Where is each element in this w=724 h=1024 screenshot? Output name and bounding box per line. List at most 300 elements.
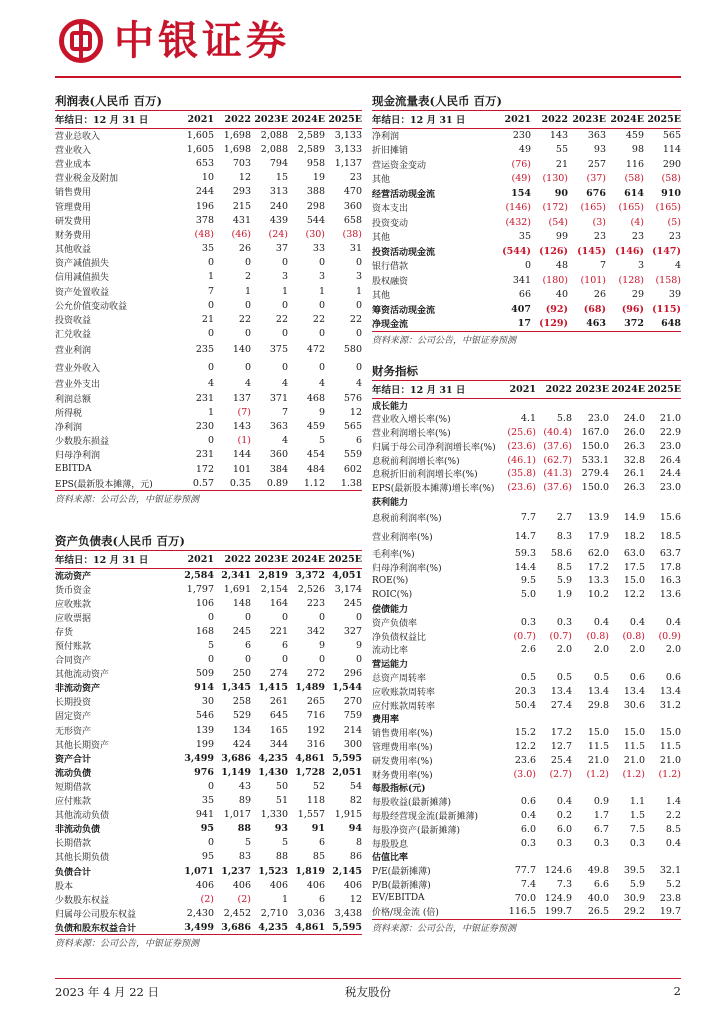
row-label: 应收票据 xyxy=(55,613,92,624)
cell-value: 463 xyxy=(586,318,606,330)
page-number: 2 xyxy=(673,984,681,998)
table-row xyxy=(55,822,362,836)
cell-value: (1) xyxy=(237,435,251,447)
row-label: 净负债权益比 xyxy=(372,632,427,643)
table-row xyxy=(372,671,681,685)
cell-value: (58) xyxy=(624,173,644,185)
row-label: EPS(最新股本摊薄，元) xyxy=(55,479,153,490)
cell-value xyxy=(609,781,645,795)
cell-value xyxy=(536,657,572,671)
cell-value: 296 xyxy=(343,668,362,680)
cell-value: 7.4 xyxy=(520,878,536,890)
cell-value: 91 xyxy=(311,823,325,835)
cell-value: 0 xyxy=(207,299,214,311)
cell-value: 5 xyxy=(207,640,214,652)
cell-value: (62.7) xyxy=(543,454,572,466)
table-row xyxy=(372,657,681,671)
cell-value: 0.4 xyxy=(556,796,572,808)
table-row xyxy=(55,878,362,892)
header-year: 2023E xyxy=(251,551,288,568)
table-row xyxy=(55,405,362,419)
cell-value: 14.9 xyxy=(623,512,645,524)
table-row xyxy=(55,906,362,920)
cell-value: 439 xyxy=(269,214,288,226)
cell-value: 0.5 xyxy=(556,671,572,683)
cell-value: 0 xyxy=(355,611,362,623)
cell-value: (35.8) xyxy=(507,468,536,480)
cell-value: 559 xyxy=(343,449,362,461)
cell-value: 363 xyxy=(269,420,288,432)
cell-value: 150.0 xyxy=(581,440,609,452)
cell-value: 4,861 xyxy=(295,921,325,933)
cell-value: 33 xyxy=(312,243,325,255)
cell-value: 26.5 xyxy=(587,906,609,918)
cell-value: (46.1) xyxy=(507,454,536,466)
table-row xyxy=(372,891,681,905)
cell-value: 52 xyxy=(312,780,325,792)
cell-value: 12.7 xyxy=(550,740,572,752)
cell-value: 1 xyxy=(207,271,214,283)
row-label: 流动负债 xyxy=(55,768,92,779)
row-label: 资产合计 xyxy=(55,754,92,765)
cell-value: 21 xyxy=(201,314,214,326)
table-row xyxy=(372,527,681,546)
table-row xyxy=(55,709,362,723)
cell-value: 18.2 xyxy=(623,531,645,543)
table-row xyxy=(55,667,362,681)
header-label: 年结日：12 月 31 日 xyxy=(372,381,502,398)
table-row xyxy=(372,602,681,616)
cell-value: 66 xyxy=(518,289,531,301)
cell-value: 261 xyxy=(269,696,288,708)
cell-value: (92) xyxy=(545,303,568,315)
cell-value: (37.6) xyxy=(543,440,572,452)
cell-value: 0.3 xyxy=(593,837,609,849)
row-label: 营业总收入 xyxy=(55,131,101,142)
cell-value: 48 xyxy=(555,260,568,272)
cell-value: 23 xyxy=(349,172,362,184)
cell-value: 0.6 xyxy=(665,671,681,683)
cell-value: 3 xyxy=(355,271,362,283)
cell-value: 565 xyxy=(662,130,681,141)
table-row xyxy=(55,156,362,170)
table-row xyxy=(372,398,681,412)
cell-value: 941 xyxy=(195,809,214,821)
cell-value: 363 xyxy=(587,130,606,141)
cell-value: 4 xyxy=(281,378,288,390)
cell-value: 3,036 xyxy=(297,907,325,919)
cell-value: 3,499 xyxy=(184,921,214,933)
cell-value: 0 xyxy=(318,257,325,269)
row-label: 筹资活动现金流 xyxy=(372,305,436,316)
cell-value: 12 xyxy=(238,172,251,184)
cashflow-panel xyxy=(372,92,681,348)
table-row xyxy=(55,610,362,624)
cell-value: (5) xyxy=(667,216,681,228)
cell-value: 230 xyxy=(512,130,531,141)
cell-value: 49 xyxy=(518,144,531,156)
cell-value xyxy=(645,602,681,616)
header-year: 2024E xyxy=(606,111,644,128)
cell-value: 0.4 xyxy=(665,616,681,628)
cell-value: 230 xyxy=(195,420,214,432)
cell-value: 0 xyxy=(244,654,251,666)
cell-value: 6 xyxy=(318,837,325,849)
row-label: 应付账款 xyxy=(55,797,92,808)
cell-value: 0.5 xyxy=(593,671,609,683)
cell-value: 137 xyxy=(232,392,251,404)
cell-value: 223 xyxy=(306,597,325,609)
cell-value: 15.0 xyxy=(659,727,681,739)
cell-value: 0 xyxy=(244,257,251,269)
cell-value: 533.1 xyxy=(581,454,609,466)
table-row xyxy=(55,242,362,256)
cell-value: 470 xyxy=(343,186,362,198)
table-row xyxy=(55,624,362,638)
cell-value: 118 xyxy=(306,795,325,807)
cell-value: 15.0 xyxy=(587,727,609,739)
cell-value: 15.0 xyxy=(623,575,645,587)
cell-value: 1,728 xyxy=(295,766,325,778)
cell-value: 459 xyxy=(306,420,325,432)
cell-value: 1,698 xyxy=(223,143,251,155)
balance-sheet-panel xyxy=(55,532,362,951)
cell-value: 8.5 xyxy=(556,561,572,573)
cell-value: 459 xyxy=(625,130,644,141)
cell-value: 272 xyxy=(306,668,325,680)
table-row xyxy=(55,462,362,476)
cell-value: 1,137 xyxy=(334,157,362,169)
cell-value: 468 xyxy=(306,392,325,404)
cell-value: (41.3) xyxy=(543,468,572,480)
table-row xyxy=(372,588,681,602)
header-year: 2023E xyxy=(572,381,609,398)
cell-value: 454 xyxy=(306,449,325,461)
cell-value: 4,235 xyxy=(258,752,288,764)
header-label: 年结日：12 月 31 日 xyxy=(372,111,494,128)
ratios-source-note: 资料来源：公司公告，中银证券预测 xyxy=(372,923,517,934)
row-label: 合同资产 xyxy=(55,656,92,667)
table-header-row xyxy=(372,111,681,128)
table-row xyxy=(55,779,362,793)
cell-value: 0 xyxy=(318,299,325,311)
ratios-panel xyxy=(372,362,681,936)
cell-value: 0 xyxy=(318,328,325,340)
cell-value: 8.3 xyxy=(556,531,572,543)
row-label: 利润总额 xyxy=(55,394,92,405)
cell-value: 199.7 xyxy=(544,906,572,918)
cell-value: 13.9 xyxy=(587,512,609,524)
row-label: 营业收入 xyxy=(55,145,92,156)
cell-value: 30.6 xyxy=(623,699,645,711)
cell-value: 83 xyxy=(238,851,251,863)
cell-value: 0 xyxy=(281,299,288,311)
cell-value: (158) xyxy=(655,274,681,286)
table-row xyxy=(372,740,681,754)
cell-value: 164 xyxy=(269,597,288,609)
cell-value: 13.4 xyxy=(587,685,609,697)
cell-value: 12 xyxy=(349,406,362,418)
cell-value: 199 xyxy=(195,738,214,750)
cell-value: 13.3 xyxy=(587,575,609,587)
cell-value xyxy=(645,781,681,795)
cell-value: 5,595 xyxy=(332,752,362,764)
table-row xyxy=(55,476,362,490)
cell-value: (128) xyxy=(618,274,644,286)
table-row xyxy=(372,795,681,809)
cell-value: 192 xyxy=(306,724,325,736)
cell-value xyxy=(502,398,536,412)
row-label: 每股净资产(最新摊薄) xyxy=(372,825,461,836)
cell-value: 279.4 xyxy=(581,468,609,480)
cell-value: 7.7 xyxy=(520,512,536,524)
cell-value: 6 xyxy=(355,435,362,447)
balance-sheet-title: 资产负债表(人民币 百万) xyxy=(55,532,362,551)
cell-value: 172 xyxy=(195,463,214,475)
cell-value: 565 xyxy=(343,420,362,432)
cell-value: 270 xyxy=(343,696,362,708)
cell-value: 25.4 xyxy=(550,754,572,766)
cell-value: 50 xyxy=(275,780,288,792)
table-row xyxy=(372,546,681,560)
row-label: 预付账款 xyxy=(55,642,92,653)
cell-value: 1,523 xyxy=(258,865,288,877)
row-label: EPS(最新股本摊薄)增长率(%) xyxy=(372,484,495,495)
cell-value: 2,526 xyxy=(297,583,325,595)
cell-value: 43 xyxy=(238,780,251,792)
cell-value: 88 xyxy=(237,823,251,835)
cell-value: 245 xyxy=(343,597,362,609)
cell-value: 265 xyxy=(306,696,325,708)
table-row xyxy=(372,508,681,527)
cell-value: 62.0 xyxy=(587,547,609,559)
cell-value: 7 xyxy=(207,285,214,297)
cell-value: (23.6) xyxy=(507,440,536,452)
cell-value: 5 xyxy=(281,837,288,849)
cell-value: 2.0 xyxy=(556,644,572,656)
cell-value: 2,710 xyxy=(260,907,288,919)
cell-value: 13.4 xyxy=(659,685,681,697)
cell-value: 0 xyxy=(207,257,214,269)
table-row xyxy=(372,412,681,426)
cell-value: 26.1 xyxy=(623,468,645,480)
cell-value: 3,686 xyxy=(221,752,251,764)
cell-value: (4) xyxy=(630,216,644,228)
cell-value: 406 xyxy=(269,879,288,891)
cell-value: 95 xyxy=(201,851,214,863)
cell-value xyxy=(572,495,609,509)
cell-value: (0.7) xyxy=(549,630,572,642)
cell-value: 26 xyxy=(238,243,251,255)
cell-value: 794 xyxy=(269,157,288,169)
cell-value: 5,595 xyxy=(332,921,362,933)
table-row xyxy=(372,905,681,919)
cell-value: (0.7) xyxy=(513,630,536,642)
cell-value: 3,133 xyxy=(334,143,362,155)
row-label: 股权融资 xyxy=(372,276,409,287)
cell-value: 2,589 xyxy=(297,143,325,155)
row-label: 资本支出 xyxy=(372,204,409,215)
row-label: 管理费用 xyxy=(55,202,92,213)
cell-value: 29.8 xyxy=(587,699,609,711)
row-label: 获利能力 xyxy=(372,497,409,508)
cell-value: (37) xyxy=(586,173,606,185)
cell-value: (180) xyxy=(542,274,568,286)
cell-value: 221 xyxy=(269,625,288,637)
cell-value xyxy=(572,602,609,616)
cell-value: 371 xyxy=(269,392,288,404)
cell-value: 4 xyxy=(281,435,288,447)
table-header-row xyxy=(55,551,362,568)
cell-value: 2,819 xyxy=(258,569,288,581)
cell-value: 546 xyxy=(195,710,214,722)
cell-value: 32.1 xyxy=(659,865,681,877)
cell-value: 27.4 xyxy=(550,699,572,711)
row-label: 财务费用 xyxy=(55,230,92,241)
cell-value: 1.5 xyxy=(629,809,645,821)
cell-value: 1,237 xyxy=(221,865,251,877)
cell-value: 0.9 xyxy=(593,796,609,808)
cell-value: 614 xyxy=(624,187,644,199)
cell-value: 6.7 xyxy=(593,823,609,835)
row-label: 少数股东权益 xyxy=(55,895,110,906)
cell-value: 7.5 xyxy=(629,823,645,835)
cell-value: 300 xyxy=(343,738,362,750)
row-label: 营业税金及附加 xyxy=(55,174,119,185)
header-year: 2022 xyxy=(536,381,572,398)
cell-value: 0 xyxy=(281,654,288,666)
table-row xyxy=(372,143,681,158)
cell-value: 215 xyxy=(232,200,251,212)
header-divider xyxy=(55,76,681,78)
cell-value: 0 xyxy=(207,362,214,374)
row-label: 投资活动现金流 xyxy=(372,247,436,258)
cell-value: 40 xyxy=(555,289,568,301)
cell-value xyxy=(609,398,645,412)
cell-value xyxy=(536,712,572,726)
row-label: 短期借款 xyxy=(55,782,92,793)
cell-value: 0.4 xyxy=(665,837,681,849)
row-label: 其他 xyxy=(372,291,391,302)
cell-value: 5.9 xyxy=(556,575,572,587)
table-row xyxy=(372,684,681,698)
cell-value: 39 xyxy=(668,289,681,301)
cell-value: (0.8) xyxy=(586,630,609,642)
table-row xyxy=(372,560,681,574)
cell-value: 2,584 xyxy=(184,569,214,581)
cell-value: 378 xyxy=(195,214,214,226)
cell-value xyxy=(572,850,609,864)
cell-value: 245 xyxy=(232,625,251,637)
cell-value: 1,691 xyxy=(223,583,251,595)
row-label: P/E(最新摊薄) xyxy=(372,867,431,878)
cell-value: (3) xyxy=(592,216,606,228)
cell-value xyxy=(645,495,681,509)
cell-value: 88 xyxy=(275,851,288,863)
cell-value xyxy=(572,712,609,726)
brand-name: 中银证券 xyxy=(114,17,290,64)
table-row xyxy=(372,495,681,509)
cell-value: 14.7 xyxy=(514,531,536,543)
row-label: 管理费用率(%) xyxy=(372,742,433,753)
cell-value: 1,071 xyxy=(184,865,214,877)
cell-value: (46) xyxy=(231,228,251,240)
cell-value: 8.5 xyxy=(665,823,681,835)
cell-value: 2,051 xyxy=(332,766,362,778)
cell-value: 2,430 xyxy=(186,907,214,919)
row-label: 归母净利润率(%) xyxy=(372,563,442,574)
cell-value: (146) xyxy=(505,202,531,214)
header-year: 2024E xyxy=(609,381,645,398)
row-label: 其他 xyxy=(372,233,391,244)
row-label: 成长能力 xyxy=(372,401,409,412)
table-row xyxy=(372,244,681,259)
cell-value: 11.5 xyxy=(587,740,609,752)
row-label: 营业收入增长率(%) xyxy=(372,415,451,426)
cell-value: 1.12 xyxy=(303,477,325,489)
cell-value: 17.9 xyxy=(587,531,609,543)
row-label: 归属母公司股东权益 xyxy=(55,909,137,920)
cell-value: 431 xyxy=(232,214,251,226)
table-row xyxy=(55,213,362,227)
cell-value: 4 xyxy=(318,378,325,390)
cell-value: 214 xyxy=(343,724,362,736)
income-statement-title: 利润表(人民币 百万) xyxy=(55,92,362,111)
cell-value: 1.7 xyxy=(593,809,609,821)
cell-value: 5.0 xyxy=(520,589,536,601)
cell-value: 7 xyxy=(599,260,606,272)
balance-sheet-table xyxy=(55,551,362,934)
row-label: EV/EBITDA xyxy=(372,893,425,904)
cell-value: 70.0 xyxy=(514,892,536,904)
cell-value: (24) xyxy=(268,228,288,240)
cell-value: 1,345 xyxy=(221,682,251,694)
cell-value: 1,544 xyxy=(332,682,362,694)
cell-value: 0 xyxy=(244,299,251,311)
cell-value: 529 xyxy=(232,710,251,722)
header-year: 2024E xyxy=(288,111,325,128)
cell-value: 8 xyxy=(355,837,362,849)
cell-value: (172) xyxy=(542,202,568,214)
cell-value: 23.8 xyxy=(659,892,681,904)
cell-value: 3 xyxy=(318,271,325,283)
cell-value: 114 xyxy=(662,144,681,156)
cell-value: 17.2 xyxy=(587,561,609,573)
cell-value: 94 xyxy=(348,823,362,835)
header-year: 2025E xyxy=(325,111,362,128)
cell-value xyxy=(609,850,645,864)
table-row xyxy=(372,850,681,864)
cell-value: 375 xyxy=(269,344,288,356)
cell-value: 13.6 xyxy=(659,589,681,601)
cell-value: 10.2 xyxy=(587,589,609,601)
row-label: 资产减值损失 xyxy=(55,259,110,270)
row-label: 营业利润率(%) xyxy=(372,533,433,544)
table-header-row xyxy=(372,381,681,398)
row-label: 其他长期资产 xyxy=(55,740,110,751)
table-row xyxy=(372,128,681,143)
cell-value: (0.9) xyxy=(658,630,681,642)
cell-value: 116.5 xyxy=(508,906,536,918)
header-year: 2023E xyxy=(568,111,606,128)
cell-value: 0 xyxy=(207,837,214,849)
cell-value: 4 xyxy=(207,378,214,390)
balance-source-note: 资料来源：公司公告，中银证券预测 xyxy=(55,939,200,950)
row-label: 营业外收入 xyxy=(55,364,101,375)
cell-value: 82 xyxy=(349,795,362,807)
cell-value: 0.6 xyxy=(629,671,645,683)
report-date: 2023 年 4 月 22 日 xyxy=(55,985,159,999)
